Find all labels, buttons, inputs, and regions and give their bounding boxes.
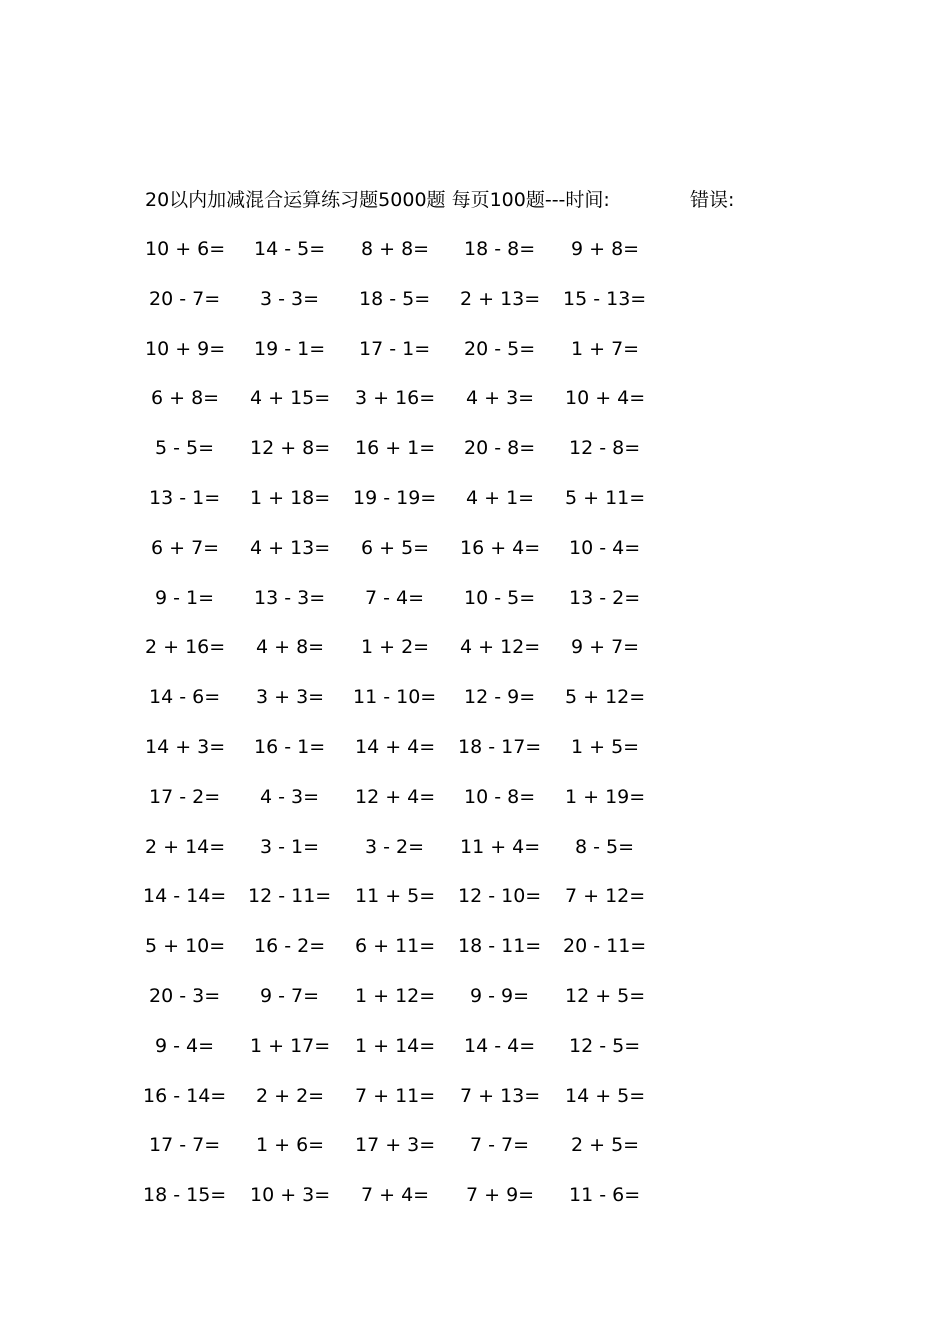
problem-item: 4 - 3= xyxy=(260,785,320,808)
problem-item: 20 - 11= xyxy=(563,935,647,958)
problem-item: 10 + 6= xyxy=(145,238,226,260)
problem-item: 18 - 8= xyxy=(464,238,536,260)
problem-item: 6 + 5= xyxy=(361,536,430,559)
problem-item: 1 + 19= xyxy=(565,785,646,808)
problem-item: 20 - 5= xyxy=(464,337,536,360)
problem-item: 3 + 16= xyxy=(355,387,436,410)
problem-item: 1 + 17= xyxy=(250,1034,331,1057)
problem-item: 11 + 4= xyxy=(460,835,541,858)
problem-item: 14 - 5= xyxy=(254,238,326,260)
problem-item: 14 - 14= xyxy=(143,885,227,908)
problem-item: 11 - 10= xyxy=(353,686,437,709)
problem-item: 1 + 12= xyxy=(355,985,436,1007)
problem-item: 18 - 15= xyxy=(143,1184,227,1207)
problem-item: 7 + 9= xyxy=(466,1184,535,1207)
problem-item: 2 + 5= xyxy=(571,1134,640,1157)
problem-item: 12 - 8= xyxy=(569,437,641,460)
problem-item: 5 + 12= xyxy=(565,686,646,709)
problem-item: 10 - 8= xyxy=(464,785,536,808)
problem-item: 19 - 19= xyxy=(353,487,437,509)
problem-item: 17 + 3= xyxy=(355,1134,436,1157)
problem-item: 14 + 5= xyxy=(565,1084,646,1107)
problem-item: 20 - 7= xyxy=(149,287,221,310)
problem-item: 6 + 8= xyxy=(151,387,220,410)
problem-item: 14 + 3= xyxy=(145,736,226,758)
problem-item: 17 - 2= xyxy=(149,785,221,808)
problem-item: 2 + 14= xyxy=(145,835,226,858)
problem-item: 5 + 10= xyxy=(145,935,226,958)
problem-item: 9 - 9= xyxy=(470,985,530,1007)
problem-item: 14 - 4= xyxy=(464,1034,536,1057)
problem-item: 1 + 6= xyxy=(256,1134,325,1157)
problem-item: 12 - 10= xyxy=(458,885,542,908)
problem-item: 16 - 2= xyxy=(254,935,326,958)
problem-item: 16 + 1= xyxy=(355,437,436,460)
problem-item: 9 - 4= xyxy=(155,1034,215,1057)
problem-item: 11 - 6= xyxy=(569,1184,641,1207)
problem-item: 10 + 3= xyxy=(250,1184,331,1207)
problem-item: 7 + 11= xyxy=(355,1084,436,1107)
problem-item: 12 - 5= xyxy=(569,1034,641,1057)
problem-item: 1 + 2= xyxy=(361,636,430,659)
errors-label: 错误: xyxy=(690,189,735,211)
problem-item: 7 - 4= xyxy=(365,586,425,609)
problem-item: 9 + 8= xyxy=(571,238,640,260)
problem-item: 12 - 9= xyxy=(464,686,536,709)
problem-item: 4 + 13= xyxy=(250,536,331,559)
problem-item: 2 + 13= xyxy=(460,287,541,310)
problem-item: 3 - 2= xyxy=(365,835,425,858)
problem-item: 19 - 1= xyxy=(254,337,326,360)
problem-item: 1 + 7= xyxy=(571,337,640,360)
problem-item: 3 + 3= xyxy=(256,686,325,709)
problem-item: 9 + 7= xyxy=(571,636,640,659)
problem-item: 20 - 8= xyxy=(464,437,536,460)
problem-item: 2 + 2= xyxy=(256,1084,325,1107)
problem-item: 12 + 4= xyxy=(355,785,436,808)
problem-item: 9 - 1= xyxy=(155,586,215,609)
problem-item: 15 - 13= xyxy=(563,287,647,310)
problem-item: 4 + 1= xyxy=(466,487,535,509)
problem-item: 4 + 8= xyxy=(256,636,325,659)
problem-item: 7 + 13= xyxy=(460,1084,541,1107)
problem-item: 11 + 5= xyxy=(355,885,436,908)
problem-item: 8 + 8= xyxy=(361,238,430,260)
problem-item: 4 + 12= xyxy=(460,636,541,659)
problem-item: 18 - 17= xyxy=(458,736,542,758)
problem-item: 14 - 6= xyxy=(149,686,221,709)
problem-item: 17 - 1= xyxy=(359,337,431,360)
problem-item: 8 - 5= xyxy=(575,835,635,858)
problem-item: 1 + 14= xyxy=(355,1034,436,1057)
problem-item: 5 + 11= xyxy=(565,487,646,509)
problem-item: 7 + 12= xyxy=(565,885,646,908)
problem-item: 1 + 5= xyxy=(571,736,640,758)
problem-item: 9 - 7= xyxy=(260,985,320,1007)
problem-item: 4 + 15= xyxy=(250,387,331,410)
problem-item: 10 - 5= xyxy=(464,586,536,609)
problem-item: 6 + 11= xyxy=(355,935,436,958)
problem-item: 6 + 7= xyxy=(151,536,220,559)
problem-item: 20 - 3= xyxy=(149,985,221,1007)
problem-item: 18 - 5= xyxy=(359,287,431,310)
problem-item: 12 + 8= xyxy=(250,437,331,460)
problem-item: 7 + 4= xyxy=(361,1184,430,1207)
problem-item: 14 + 4= xyxy=(355,736,436,758)
worksheet-title: 20以内加减混合运算练习题5000题 每页100题---时间: xyxy=(145,189,610,211)
problem-item: 3 - 3= xyxy=(260,287,320,310)
problem-item: 3 - 1= xyxy=(260,835,320,858)
problem-item: 5 - 5= xyxy=(155,437,215,460)
problem-item: 16 - 14= xyxy=(143,1084,227,1107)
problem-item: 16 + 4= xyxy=(460,536,541,559)
problem-item: 12 - 11= xyxy=(248,885,332,908)
problem-item: 10 + 4= xyxy=(565,387,646,410)
problem-item: 2 + 16= xyxy=(145,636,226,659)
problem-item: 10 + 9= xyxy=(145,337,226,360)
problem-item: 16 - 1= xyxy=(254,736,326,758)
problem-item: 10 - 4= xyxy=(569,536,641,559)
problem-item: 17 - 7= xyxy=(149,1134,221,1157)
problem-item: 13 - 2= xyxy=(569,586,641,609)
problem-item: 4 + 3= xyxy=(466,387,535,410)
problem-item: 7 - 7= xyxy=(470,1134,530,1157)
problem-item: 18 - 11= xyxy=(458,935,542,958)
problem-item: 13 - 3= xyxy=(254,586,326,609)
problem-item: 12 + 5= xyxy=(565,985,646,1007)
problem-item: 13 - 1= xyxy=(149,487,221,509)
problem-item: 1 + 18= xyxy=(250,487,331,509)
